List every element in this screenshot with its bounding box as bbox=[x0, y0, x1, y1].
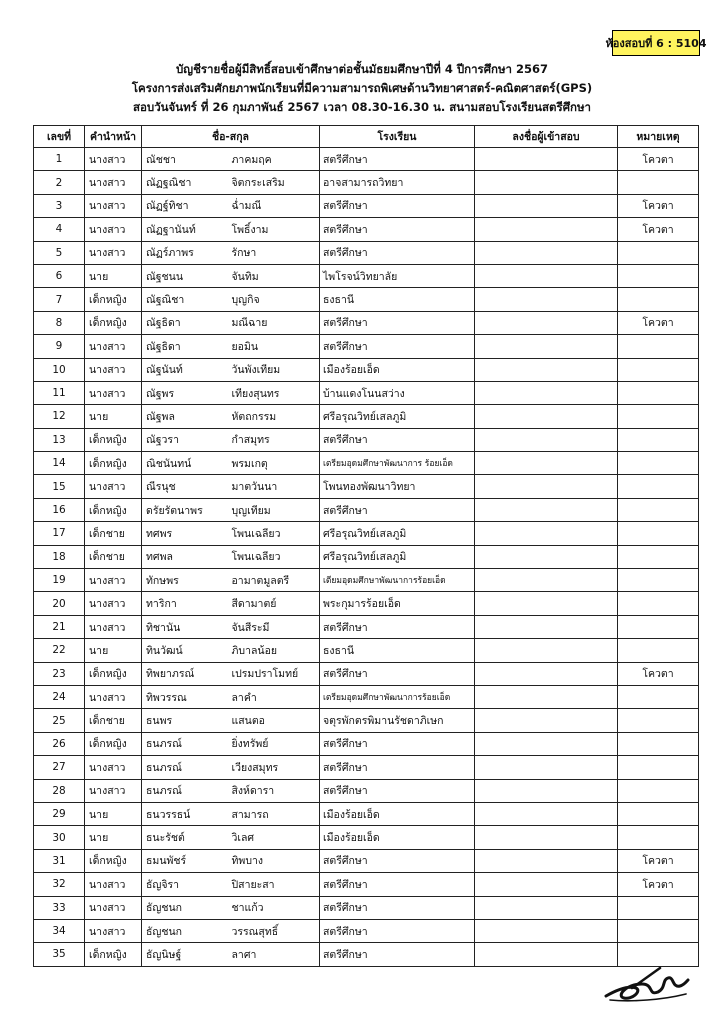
row-number: 13 bbox=[34, 428, 85, 451]
row-school: อาจสามารถวิทยา bbox=[320, 171, 475, 194]
row-first-name: ธนวรรธน์ bbox=[142, 802, 228, 825]
row-note bbox=[618, 569, 699, 592]
row-prefix: นาย bbox=[85, 405, 142, 428]
row-prefix: เด็กหญิง bbox=[85, 311, 142, 334]
row-note bbox=[618, 639, 699, 662]
row-last-name: วิเลศ bbox=[228, 826, 320, 849]
row-signature-cell bbox=[475, 311, 618, 334]
table-row bbox=[34, 475, 699, 498]
row-last-name: โพธิ์งาม bbox=[228, 218, 320, 241]
row-last-name: ลาคำ bbox=[228, 685, 320, 708]
row-prefix: นางสาว bbox=[85, 569, 142, 592]
table-row bbox=[34, 569, 699, 592]
table-row bbox=[34, 639, 699, 662]
row-note bbox=[618, 779, 699, 802]
row-first-name: ณิชนันทน์ bbox=[142, 452, 228, 475]
row-signature-cell bbox=[475, 873, 618, 896]
row-prefix: เด็กหญิง bbox=[85, 498, 142, 521]
row-school: สตรีศึกษา bbox=[320, 335, 475, 358]
row-signature-cell bbox=[475, 171, 618, 194]
row-last-name: เทียงสุนทร bbox=[228, 381, 320, 404]
row-signature-cell bbox=[475, 148, 618, 171]
table-row bbox=[34, 615, 699, 638]
row-school: สตรีศึกษา bbox=[320, 756, 475, 779]
row-last-name: บุญเทียม bbox=[228, 498, 320, 521]
row-last-name: จันทิม bbox=[228, 264, 320, 287]
row-prefix: เด็กชาย bbox=[85, 709, 142, 732]
row-number: 1 bbox=[34, 148, 85, 171]
row-note: โควตา bbox=[618, 148, 699, 171]
row-number: 11 bbox=[34, 381, 85, 404]
row-last-name: เปรมปราโมทย์ bbox=[228, 662, 320, 685]
row-signature-cell bbox=[475, 452, 618, 475]
row-school: สตรีศึกษา bbox=[320, 218, 475, 241]
row-signature-cell bbox=[475, 592, 618, 615]
row-first-name: ทิพยาภรณ์ bbox=[142, 662, 228, 685]
row-first-name: ณัฐณิชา bbox=[142, 288, 228, 311]
row-number: 10 bbox=[34, 358, 85, 381]
table-row bbox=[34, 428, 699, 451]
row-note bbox=[618, 358, 699, 381]
row-number: 32 bbox=[34, 873, 85, 896]
table-row bbox=[34, 452, 699, 475]
table-row bbox=[34, 358, 699, 381]
row-number: 4 bbox=[34, 218, 85, 241]
row-signature-cell bbox=[475, 264, 618, 287]
row-signature-cell bbox=[475, 428, 618, 451]
row-first-name: ทาริกา bbox=[142, 592, 228, 615]
document-header bbox=[0, 60, 724, 117]
row-number: 26 bbox=[34, 732, 85, 755]
table-row bbox=[34, 732, 699, 755]
row-signature-cell bbox=[475, 194, 618, 217]
row-prefix: นาย bbox=[85, 802, 142, 825]
row-last-name: อามาตมูลตรี bbox=[228, 569, 320, 592]
row-last-name: วันพังเทียม bbox=[228, 358, 320, 381]
row-last-name: ลาศา bbox=[228, 943, 320, 966]
row-first-name: ธมนพัชร์ bbox=[142, 849, 228, 872]
row-last-name: มณีฉาย bbox=[228, 311, 320, 334]
row-first-name: ณัฐพร bbox=[142, 381, 228, 404]
row-note bbox=[618, 685, 699, 708]
table-row bbox=[34, 943, 699, 966]
row-signature-cell bbox=[475, 896, 618, 919]
title-line-2: โครงการส่งเสริมศักยภาพนักเรียนที่มีความสามารถพิเศษด้านวิทยาศาสตร์-คณิตศาสตร์(GPS) bbox=[131, 81, 593, 95]
header-note: หมายเหตุ bbox=[618, 126, 699, 148]
row-number: 17 bbox=[34, 522, 85, 545]
row-number: 9 bbox=[34, 335, 85, 358]
row-signature-cell bbox=[475, 475, 618, 498]
row-note bbox=[618, 405, 699, 428]
table-row bbox=[34, 264, 699, 287]
row-prefix: นาย bbox=[85, 639, 142, 662]
row-signature-cell bbox=[475, 358, 618, 381]
row-last-name: ฉ่ำมณี bbox=[228, 194, 320, 217]
row-note bbox=[618, 475, 699, 498]
table-row bbox=[34, 592, 699, 615]
row-prefix: เด็กหญิง bbox=[85, 732, 142, 755]
row-prefix: นาย bbox=[85, 264, 142, 287]
row-note bbox=[618, 288, 699, 311]
row-first-name: ณัฐวรา bbox=[142, 428, 228, 451]
row-prefix: นางสาว bbox=[85, 171, 142, 194]
row-signature-cell bbox=[475, 943, 618, 966]
row-signature-cell bbox=[475, 802, 618, 825]
row-number: 23 bbox=[34, 662, 85, 685]
row-number: 31 bbox=[34, 849, 85, 872]
row-prefix: นาย bbox=[85, 826, 142, 849]
row-number: 29 bbox=[34, 802, 85, 825]
row-number: 19 bbox=[34, 569, 85, 592]
row-number: 28 bbox=[34, 779, 85, 802]
row-school: สตรีศึกษา bbox=[320, 732, 475, 755]
row-number: 33 bbox=[34, 896, 85, 919]
table-row bbox=[34, 896, 699, 919]
row-last-name: จันสีระมี bbox=[228, 615, 320, 638]
row-school: สตรีศึกษา bbox=[320, 943, 475, 966]
table-row bbox=[34, 545, 699, 568]
row-note: โควตา bbox=[618, 194, 699, 217]
row-signature-cell bbox=[475, 615, 618, 638]
row-last-name: โพนเฉลียว bbox=[228, 545, 320, 568]
row-last-name: ชาแก้ว bbox=[228, 896, 320, 919]
row-first-name: ณัฏฐณิชา bbox=[142, 171, 228, 194]
room-badge: ห้องสอบที่ 6 : 5104 bbox=[612, 30, 700, 56]
row-signature-cell bbox=[475, 569, 618, 592]
row-number: 20 bbox=[34, 592, 85, 615]
row-number: 22 bbox=[34, 639, 85, 662]
row-last-name: มาตวันนา bbox=[228, 475, 320, 498]
row-last-name: ปิสายะสา bbox=[228, 873, 320, 896]
row-last-name: สีดามาตย์ bbox=[228, 592, 320, 615]
table-row bbox=[34, 171, 699, 194]
row-note bbox=[618, 452, 699, 475]
row-first-name: ธัญนิษฐ์ bbox=[142, 943, 228, 966]
row-prefix: นางสาว bbox=[85, 756, 142, 779]
row-number: 24 bbox=[34, 685, 85, 708]
row-number: 35 bbox=[34, 943, 85, 966]
title-line-1: บัญชีรายชื่อผู้มีสิทธิ์สอบเข้าศึกษาต่อชั้นมัธยมศึกษาปีที่ 4 ปีการศึกษา 2567 bbox=[175, 62, 549, 76]
row-note bbox=[618, 592, 699, 615]
table-row bbox=[34, 826, 699, 849]
row-note bbox=[618, 709, 699, 732]
row-school: สตรีศึกษา bbox=[320, 779, 475, 802]
row-first-name: ธัญชนก bbox=[142, 919, 228, 942]
row-number: 7 bbox=[34, 288, 85, 311]
row-note: โควตา bbox=[618, 662, 699, 685]
row-prefix: นางสาว bbox=[85, 358, 142, 381]
row-number: 12 bbox=[34, 405, 85, 428]
table-row bbox=[34, 779, 699, 802]
row-school: สตรีศึกษา bbox=[320, 311, 475, 334]
row-first-name: ณัฏร์ภาพร bbox=[142, 241, 228, 264]
row-signature-cell bbox=[475, 639, 618, 662]
row-signature-cell bbox=[475, 779, 618, 802]
row-school: ธงธานี bbox=[320, 288, 475, 311]
row-first-name: ธนภรณ์ bbox=[142, 756, 228, 779]
header-no: เลขที่ bbox=[34, 126, 85, 148]
row-last-name: สิงห์ดารา bbox=[228, 779, 320, 802]
table-body bbox=[34, 148, 699, 967]
row-signature-cell bbox=[475, 662, 618, 685]
row-school: จตุรพักตรพิมานรัชดาภิเษก bbox=[320, 709, 475, 732]
row-school: ธงธานี bbox=[320, 639, 475, 662]
row-note bbox=[618, 381, 699, 404]
row-school: เมืองร้อยเอ็ด bbox=[320, 358, 475, 381]
table-row bbox=[34, 381, 699, 404]
row-school: พระกุมารร้อยเอ็ด bbox=[320, 592, 475, 615]
row-school: เมืองร้อยเอ็ด bbox=[320, 802, 475, 825]
row-first-name: ณัฏฐ์ทิชา bbox=[142, 194, 228, 217]
row-first-name: ณัฐชนน bbox=[142, 264, 228, 287]
row-note bbox=[618, 428, 699, 451]
row-number: 30 bbox=[34, 826, 85, 849]
row-first-name: ณีรนุช bbox=[142, 475, 228, 498]
row-first-name: ณัฏฐานันท์ bbox=[142, 218, 228, 241]
row-first-name: ณัฐธิดา bbox=[142, 311, 228, 334]
row-note bbox=[618, 732, 699, 755]
row-signature-cell bbox=[475, 709, 618, 732]
row-signature-cell bbox=[475, 335, 618, 358]
table-row bbox=[34, 873, 699, 896]
row-prefix: นางสาว bbox=[85, 779, 142, 802]
row-first-name: ทศพล bbox=[142, 545, 228, 568]
row-number: 3 bbox=[34, 194, 85, 217]
row-school: ศรีอรุณวิทย์เสลภูมิ bbox=[320, 522, 475, 545]
row-signature-cell bbox=[475, 522, 618, 545]
row-last-name: วรรณสุทธิ์ bbox=[228, 919, 320, 942]
row-school: สตรีศึกษา bbox=[320, 615, 475, 638]
header-school: โรงเรียน bbox=[320, 126, 475, 148]
table-row bbox=[34, 335, 699, 358]
candidate-table bbox=[33, 125, 699, 967]
row-number: 34 bbox=[34, 919, 85, 942]
table-row bbox=[34, 498, 699, 521]
row-signature-cell bbox=[475, 545, 618, 568]
row-school: สตรีศึกษา bbox=[320, 428, 475, 451]
table-row bbox=[34, 522, 699, 545]
row-note bbox=[618, 896, 699, 919]
row-prefix: เด็กหญิง bbox=[85, 288, 142, 311]
row-note bbox=[618, 264, 699, 287]
row-signature-cell bbox=[475, 241, 618, 264]
row-last-name: เวียงสมุทร bbox=[228, 756, 320, 779]
table-row bbox=[34, 849, 699, 872]
row-school: เมืองร้อยเอ็ด bbox=[320, 826, 475, 849]
row-school: เตียมอุดมศึกษาพัฒนาการร้อยเอ็ด bbox=[320, 569, 475, 592]
row-school: เตรียมอุดมศึกษาพัฒนาการร้อยเอ็ด bbox=[320, 685, 475, 708]
row-school: สตรีศึกษา bbox=[320, 498, 475, 521]
row-prefix: นางสาว bbox=[85, 194, 142, 217]
row-school: เตรียมอุดมศึกษาพัฒนาการ ร้อยเอ็ด bbox=[320, 452, 475, 475]
row-last-name: ทิพบาง bbox=[228, 849, 320, 872]
row-first-name: ณัฐพล bbox=[142, 405, 228, 428]
row-last-name: โพนเฉลียว bbox=[228, 522, 320, 545]
row-first-name: ณัฐธิดา bbox=[142, 335, 228, 358]
row-prefix: เด็กหญิง bbox=[85, 428, 142, 451]
title-line-3: สอบวันจันทร์ ที่ 26 กุมภาพันธ์ 2567 เวลา 08.30-16.30 น. สนามสอบโรงเรียนสตรีศึกษา bbox=[133, 100, 591, 114]
row-number: 25 bbox=[34, 709, 85, 732]
row-first-name: ทิพวรรณ bbox=[142, 685, 228, 708]
row-school: สตรีศึกษา bbox=[320, 849, 475, 872]
row-prefix: นางสาว bbox=[85, 335, 142, 358]
row-prefix: เด็กชาย bbox=[85, 522, 142, 545]
row-note: โควตา bbox=[618, 873, 699, 896]
row-first-name: ธัญจิรา bbox=[142, 873, 228, 896]
row-prefix: นางสาว bbox=[85, 148, 142, 171]
row-prefix: เด็กหญิง bbox=[85, 662, 142, 685]
row-school: สตรีศึกษา bbox=[320, 662, 475, 685]
row-first-name: ทศพร bbox=[142, 522, 228, 545]
row-school: สตรีศึกษา bbox=[320, 148, 475, 171]
table-row bbox=[34, 756, 699, 779]
row-prefix: เด็กหญิง bbox=[85, 452, 142, 475]
row-school: ไพโรจน์วิทยาลัย bbox=[320, 264, 475, 287]
row-school: สตรีศึกษา bbox=[320, 873, 475, 896]
row-last-name: บุญกิจ bbox=[228, 288, 320, 311]
row-note bbox=[618, 522, 699, 545]
table-header-row bbox=[34, 126, 699, 148]
row-prefix: นางสาว bbox=[85, 475, 142, 498]
row-number: 21 bbox=[34, 615, 85, 638]
row-signature-cell bbox=[475, 381, 618, 404]
row-last-name: แสนตอ bbox=[228, 709, 320, 732]
row-signature-cell bbox=[475, 732, 618, 755]
header-sign: ลงชื่อผู้เข้าสอบ bbox=[475, 126, 618, 148]
row-number: 18 bbox=[34, 545, 85, 568]
row-number: 2 bbox=[34, 171, 85, 194]
row-first-name: ทินวัฒน์ bbox=[142, 639, 228, 662]
row-last-name: ยอมิน bbox=[228, 335, 320, 358]
row-first-name: ธนพร bbox=[142, 709, 228, 732]
table-row bbox=[34, 802, 699, 825]
table-row bbox=[34, 662, 699, 685]
row-school: สตรีศึกษา bbox=[320, 194, 475, 217]
row-number: 5 bbox=[34, 241, 85, 264]
row-first-name: ธนะรัชต์ bbox=[142, 826, 228, 849]
row-signature-cell bbox=[475, 849, 618, 872]
row-prefix: นางสาว bbox=[85, 592, 142, 615]
row-last-name: รักษา bbox=[228, 241, 320, 264]
row-last-name: ภิบาลน้อย bbox=[228, 639, 320, 662]
row-number: 8 bbox=[34, 311, 85, 334]
header-name: ชื่อ-สกุล bbox=[142, 126, 320, 148]
row-first-name: ณัชชา bbox=[142, 148, 228, 171]
row-first-name: ทักษพร bbox=[142, 569, 228, 592]
row-note: โควตา bbox=[618, 311, 699, 334]
row-first-name: ดรัยรัตนาพร bbox=[142, 498, 228, 521]
table-row bbox=[34, 919, 699, 942]
row-prefix: นางสาว bbox=[85, 615, 142, 638]
row-signature-cell bbox=[475, 218, 618, 241]
row-prefix: นางสาว bbox=[85, 241, 142, 264]
row-prefix: นางสาว bbox=[85, 896, 142, 919]
row-school: บ้านแดงโนนสว่าง bbox=[320, 381, 475, 404]
row-note bbox=[618, 335, 699, 358]
table-row bbox=[34, 709, 699, 732]
row-number: 6 bbox=[34, 264, 85, 287]
row-number: 14 bbox=[34, 452, 85, 475]
row-prefix: นางสาว bbox=[85, 218, 142, 241]
table-row bbox=[34, 685, 699, 708]
row-school: สตรีศึกษา bbox=[320, 919, 475, 942]
row-signature-cell bbox=[475, 919, 618, 942]
row-prefix: เด็กหญิง bbox=[85, 943, 142, 966]
row-note bbox=[618, 615, 699, 638]
row-number: 15 bbox=[34, 475, 85, 498]
row-last-name: จิตกระเสริม bbox=[228, 171, 320, 194]
row-number: 27 bbox=[34, 756, 85, 779]
table-row bbox=[34, 194, 699, 217]
row-prefix: เด็กหญิง bbox=[85, 849, 142, 872]
row-prefix: นางสาว bbox=[85, 873, 142, 896]
row-last-name: ภาคมฤค bbox=[228, 148, 320, 171]
header-prefix: คำนำหน้า bbox=[85, 126, 142, 148]
row-last-name: หัตถกรรม bbox=[228, 405, 320, 428]
row-first-name: ธนภรณ์ bbox=[142, 732, 228, 755]
row-signature-cell bbox=[475, 826, 618, 849]
row-signature-cell bbox=[475, 685, 618, 708]
row-first-name: ทิชานัน bbox=[142, 615, 228, 638]
handwritten-signature-icon bbox=[602, 958, 692, 1006]
row-first-name: ธัญชนก bbox=[142, 896, 228, 919]
row-signature-cell bbox=[475, 405, 618, 428]
row-signature-cell bbox=[475, 498, 618, 521]
row-school: โพนทองพัฒนาวิทยา bbox=[320, 475, 475, 498]
row-note bbox=[618, 826, 699, 849]
row-last-name: พรมเกตุ bbox=[228, 452, 320, 475]
row-note bbox=[618, 802, 699, 825]
row-first-name: ณัฐนันท์ bbox=[142, 358, 228, 381]
table-row bbox=[34, 148, 699, 171]
row-note bbox=[618, 171, 699, 194]
row-school: สตรีศึกษา bbox=[320, 241, 475, 264]
table-row bbox=[34, 241, 699, 264]
row-signature-cell bbox=[475, 756, 618, 779]
row-note bbox=[618, 498, 699, 521]
table-row bbox=[34, 311, 699, 334]
row-note bbox=[618, 919, 699, 942]
row-last-name: ยิ่งทรัพย์ bbox=[228, 732, 320, 755]
row-number: 16 bbox=[34, 498, 85, 521]
row-note bbox=[618, 756, 699, 779]
row-school: ศรีอรุณวิทย์เสลภูมิ bbox=[320, 545, 475, 568]
row-prefix: เด็กชาย bbox=[85, 545, 142, 568]
row-prefix: นางสาว bbox=[85, 381, 142, 404]
row-note bbox=[618, 545, 699, 568]
table-row bbox=[34, 288, 699, 311]
row-last-name: สามารถ bbox=[228, 802, 320, 825]
row-school: ศรีอรุณวิทย์เสลภูมิ bbox=[320, 405, 475, 428]
table-row bbox=[34, 218, 699, 241]
row-signature-cell bbox=[475, 288, 618, 311]
row-prefix: นางสาว bbox=[85, 919, 142, 942]
row-prefix: นางสาว bbox=[85, 685, 142, 708]
row-note: โควตา bbox=[618, 218, 699, 241]
row-first-name: ธนภรณ์ bbox=[142, 779, 228, 802]
row-last-name: กำสมุทร bbox=[228, 428, 320, 451]
row-note bbox=[618, 241, 699, 264]
row-school: สตรีศึกษา bbox=[320, 896, 475, 919]
table-row bbox=[34, 405, 699, 428]
row-note: โควตา bbox=[618, 849, 699, 872]
